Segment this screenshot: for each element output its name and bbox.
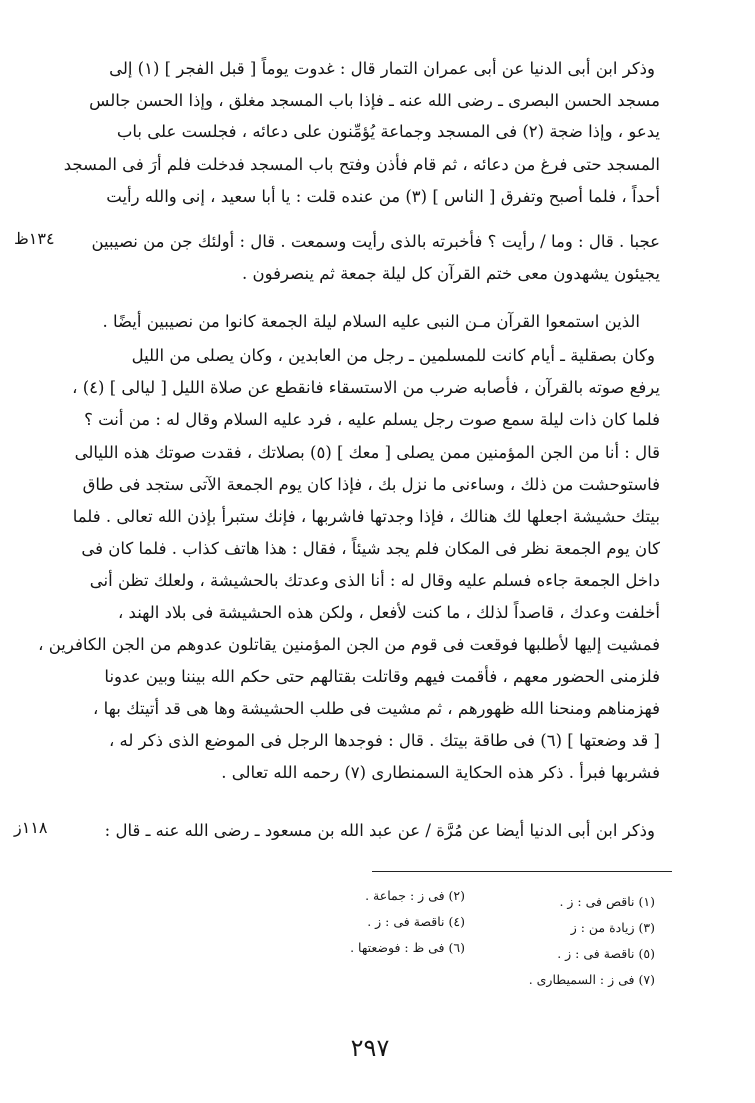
text-line: فلزمنى الحضور معهم ، فأقمت فيهم وقاتلت بقتالهم حتى حكم الله بيننا وبين عدونا: [104, 667, 660, 686]
footnote: (٤) ناقصة فى : ز .: [367, 914, 465, 929]
footnote: (٣) زيادة من : ز: [570, 920, 655, 935]
text-line: بيتك حشيشة اجعلها لك هنالك ، فإذا وجدتها فاشربها ، فإنك ستبرأ بإذن الله تعالى . فلما: [72, 507, 660, 526]
text-line: فشربها فبرأ . ذكر هذه الحكاية السمنطارى (٧) رحمه الله تعالى .: [221, 763, 660, 782]
text-line: الذين استمعوا القرآن مـن النبى عليه السلام ليلة الجمعة كانوا من نصيبين أيضًا .: [102, 312, 640, 331]
text-line: وذكر ابن أبى الدنيا عن أبى عمران التمار قال : غدوت يوماً [ قبل الفجر ] (١) إلى: [109, 59, 655, 78]
text-line: فلما كان ذات ليلة سمع صوت رجل يسلم عليه ، فرد عليه السلام وقال له : من أنت ؟: [84, 410, 660, 429]
margin-folio-note: ١٣٤ظ: [14, 229, 55, 248]
text-line: كان يوم الجمعة نظر فى المكان فلم يجد شيئاً ، فقال : هذا هاتف كذاب . فلما كان فى: [81, 539, 660, 558]
text-line: فهزمناهم ومنحنا الله ظهورهم ، ثم مشيت فى طلب الحشيشة وها هى قد أتيتك بها ،: [93, 699, 660, 718]
text-line: وذكر ابن أبى الدنيا أيضا عن مُرَّة / عن عبد الله بن مسعود ـ رضى الله عنه ـ قال :: [104, 821, 655, 840]
footnote-divider: [372, 871, 672, 872]
text-line: داخل الجمعة جاءه فسلم عليه وقال له : أنا الذى وعدتك بالحشيشة ، ولعلك تظن أنى: [89, 571, 660, 590]
text-line: أخلفت وعدك ، قاصداً لذلك ، ما كنت لأفعل ، ولكن هذه الحشيشة فى بلاد الهند ،: [117, 603, 660, 622]
text-line: قال : أنا من الجن المؤمنين ممن يصلى [ معك ] (٥) بصلاتك ، فقدت صوتك هذه الليالى: [74, 443, 660, 462]
text-line: فاستوحشت من ذلك ، وساءنى ما نزل بك ، فإذا كان يوم الجمعة الآتى ستجد فى طاق: [82, 475, 660, 494]
footnote: (٢) فى ز : جماعة .: [365, 888, 465, 903]
text-line: وكان بصقلية ـ أيام كانت للمسلمين ـ رجل من العابدين ، وكان يصلى من الليل: [131, 346, 655, 365]
margin-folio-note: ١١٨ز: [14, 818, 48, 837]
page-number: ٢٩٧: [350, 1034, 390, 1062]
text-line: يدعو ، وإذا ضجة (٢) فى المسجد وجماعة يُؤمِّنون على دعائه ، فجلست على باب: [116, 122, 660, 141]
text-line: مسجد الحسن البصرى ـ رضى الله عنه ـ فإذا باب المسجد مغلق ، وإذا الحسن جالس: [89, 91, 660, 110]
text-line: يجيئون يشهدون معى ختم القرآن كل ليلة جمعة ثم ينصرفون .: [242, 264, 660, 283]
text-line: عجبا . قال : وما / رأيت ؟ فأخبرته بالذى رأيت وسمعت . قال : أولئك جن من نصيبين: [91, 232, 660, 251]
text-line: فمشيت إليها لأطلبها فوقعت فى قوم من الجن المؤمنين يقاتلون عدوهم من الجن الكافرين ،: [38, 635, 660, 654]
text-line: أحداً ، فلما أصبح وتفرق [ الناس ] (٣) من عنده قلت : يا أبا سعيد ، إنى والله رأيت: [106, 187, 660, 206]
footnote: (١) ناقص فى : ز .: [559, 894, 655, 909]
text-line: يرفع صوته بالقرآن ، فأصابه ضرب من الاستسقاء فانقطع عن صلاة الليل [ ليالى ] (٤) ،: [72, 378, 660, 397]
footnote: (٦) فى ظ : فوضعتها .: [350, 940, 465, 955]
footnote: (٥) ناقصة فى : ز .: [557, 946, 655, 961]
text-line: المسجد حتى فرغ من دعائه ، ثم قام فأذن وفتح باب المسجد فدخلت فلم أرَ فى المسجد: [63, 155, 660, 174]
footnote: (٧) فى ز : السميطارى .: [528, 972, 655, 987]
text-line: [ قد وضعتها ] (٦) فى طاقة بيتك . قال : فوجدها الرجل فى الموضع الذى ذكر له ،: [108, 731, 660, 750]
